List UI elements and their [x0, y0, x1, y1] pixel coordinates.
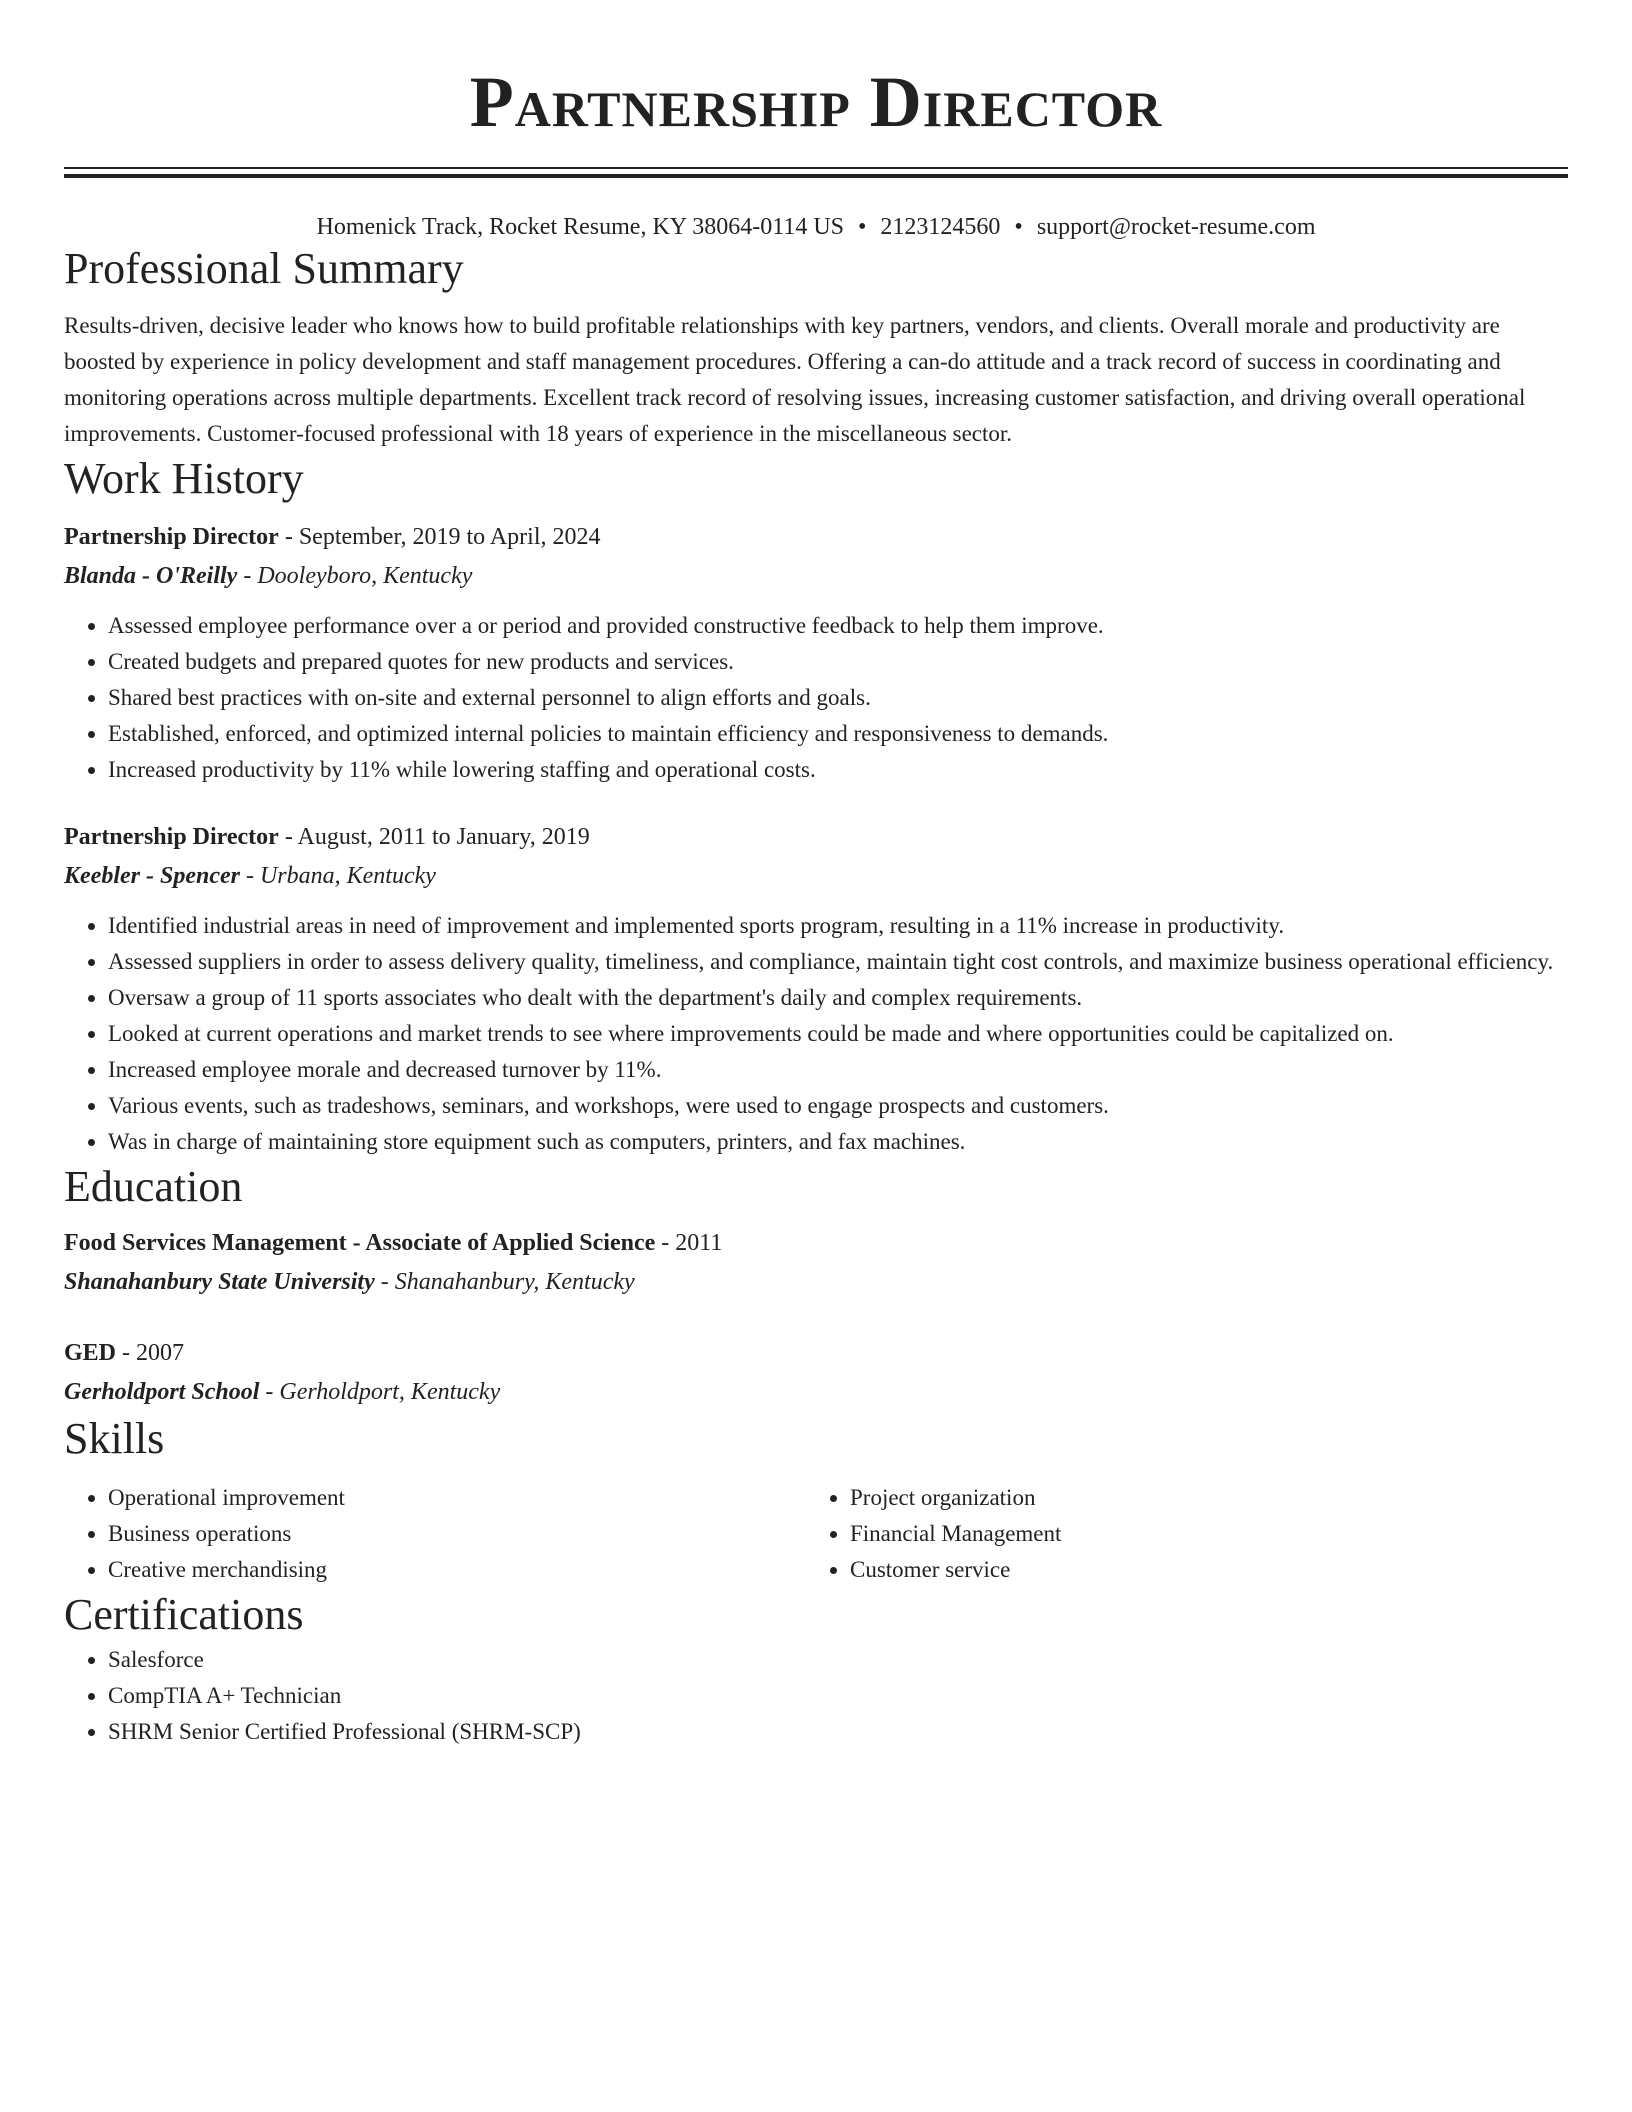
skills-columns — [64, 1480, 1568, 1588]
job-location: - Urbana, Kentucky — [239, 863, 436, 889]
certification-item: • CompTIA A+ Technician — [108, 1678, 1568, 1714]
job-bullet: • Shared best practices with on-site and external personnel to align efforts and goals. — [108, 680, 1568, 716]
contact-email: support@rocket-resume.com — [1036, 214, 1316, 240]
job-employer — [64, 557, 1568, 596]
contact-line — [64, 212, 1568, 242]
skill-item: • Creative merchandising — [108, 1552, 806, 1588]
job-bullets — [64, 908, 1568, 1160]
contact-separator: • — [1014, 214, 1023, 240]
job-bullet: • Created budgets and prepared quotes for new products and services. — [108, 644, 1568, 680]
contact-address: Homenick Track, Rocket Resume, KY 38064-0114 US — [316, 214, 844, 240]
certification-item: • SHRM Senior Certified Professional (SHRM-SCP) — [108, 1714, 1568, 1750]
job-bullet: • Looked at current operations and market trends to see where improvements could be made and where opportunities could be capitalized on. — [108, 1016, 1568, 1052]
contact-separator: • — [858, 214, 867, 240]
job-position: Partnership Director — [64, 824, 279, 850]
job-bullet: • Increased productivity by 11% while lowering staffing and operational costs. — [108, 752, 1568, 788]
job-position: Partnership Director — [64, 524, 279, 550]
skill-item: • Customer service — [850, 1552, 1548, 1588]
skill-item: • Project organization — [850, 1480, 1548, 1516]
certifications-heading: Certifications — [64, 1590, 304, 1639]
summary-heading: Professional Summary — [64, 244, 464, 293]
certification-item: • Salesforce — [108, 1642, 1568, 1678]
skill-item: • Operational improvement — [108, 1480, 806, 1516]
job-location: - Dooleyboro, Kentucky — [237, 563, 473, 589]
skills-list-right — [806, 1480, 1548, 1588]
skill-item: • Financial Management — [850, 1516, 1548, 1552]
education-school: Gerholdport School — [64, 1379, 260, 1405]
job-header — [64, 818, 1568, 857]
job-dates: - September, 2019 to April, 2024 — [278, 524, 601, 550]
education-location: - Gerholdport, Kentucky — [259, 1379, 501, 1405]
job-header — [64, 518, 1568, 557]
contact-phone: 2123124560 — [880, 214, 1001, 240]
education-degree: Food Services Management - Associate of Applied Science — [64, 1230, 656, 1256]
education-location: - Shanahanbury, Kentucky — [374, 1269, 635, 1295]
education-entry — [64, 1224, 1568, 1302]
job-bullet: • Established, enforced, and optimized internal policies to maintain efficiency and responsiveness to demands. — [108, 716, 1568, 752]
job-bullet: • Various events, such as tradeshows, seminars, and workshops, were used to engage prospects and customers. — [108, 1088, 1568, 1124]
skill-item: • Business operations — [108, 1516, 806, 1552]
education-year: - 2007 — [116, 1340, 185, 1366]
job-bullet: • Increased employee morale and decreased turnover by 11%. — [108, 1052, 1568, 1088]
header-divider-thin — [64, 167, 1568, 169]
job-entry — [64, 518, 1568, 788]
education-degree: GED — [64, 1340, 117, 1366]
job-company: Keebler - Spencer — [64, 863, 240, 889]
education-header — [64, 1334, 1568, 1373]
education-institution — [64, 1263, 1568, 1302]
job-bullet: • Identified industrial areas in need of improvement and implemented sports program, resulting in a 11% increase in productivity. — [108, 908, 1568, 944]
job-bullet: • Assessed employee performance over a or period and provided constructive feedback to help them improve. — [108, 608, 1568, 644]
education-school: Shanahanbury State University — [64, 1269, 375, 1295]
education-institution — [64, 1373, 1568, 1412]
education-heading: Education — [64, 1162, 243, 1211]
education-entry — [64, 1334, 1568, 1412]
job-employer — [64, 857, 1568, 896]
job-bullet: • Oversaw a group of 11 sports associates who dealt with the department's daily and complex requirements. — [108, 980, 1568, 1016]
job-bullet: • Assessed suppliers in order to assess delivery quality, timeliness, and compliance, maintain tight cost controls, and maximize business operational efficiency. — [108, 944, 1568, 980]
education-header — [64, 1224, 1568, 1263]
skills-list-left — [64, 1480, 806, 1588]
education-year: - 2011 — [655, 1230, 723, 1256]
job-bullet: • Was in charge of maintaining store equipment such as computers, printers, and fax machines. — [108, 1124, 1568, 1160]
header-divider-thick — [64, 174, 1568, 178]
job-dates: - August, 2011 to January, 2019 — [278, 824, 590, 850]
job-company: Blanda - O'Reilly — [64, 563, 238, 589]
work-history-heading: Work History — [64, 454, 304, 503]
resume-name: Partnership Director — [469, 62, 1163, 142]
job-entry — [64, 818, 1568, 1160]
certifications-list — [64, 1642, 1568, 1750]
job-bullets — [64, 608, 1568, 788]
skills-heading: Skills — [64, 1414, 165, 1463]
summary-text: Results-driven, decisive leader who knows how to build profitable relationships with key partners, vendors, and clients. Overall morale and productivity are boosted by experience in policy development and staff management procedures. Offering a can-do attitude and a track record of success in coordinating and monitoring operations across multiple departments. Excellent track record of resolving issues, increasing customer satisfaction, and driving overall operational improvements. Customer-focused professional with 18 years of experience in the miscellaneous sector. — [64, 313, 1526, 446]
